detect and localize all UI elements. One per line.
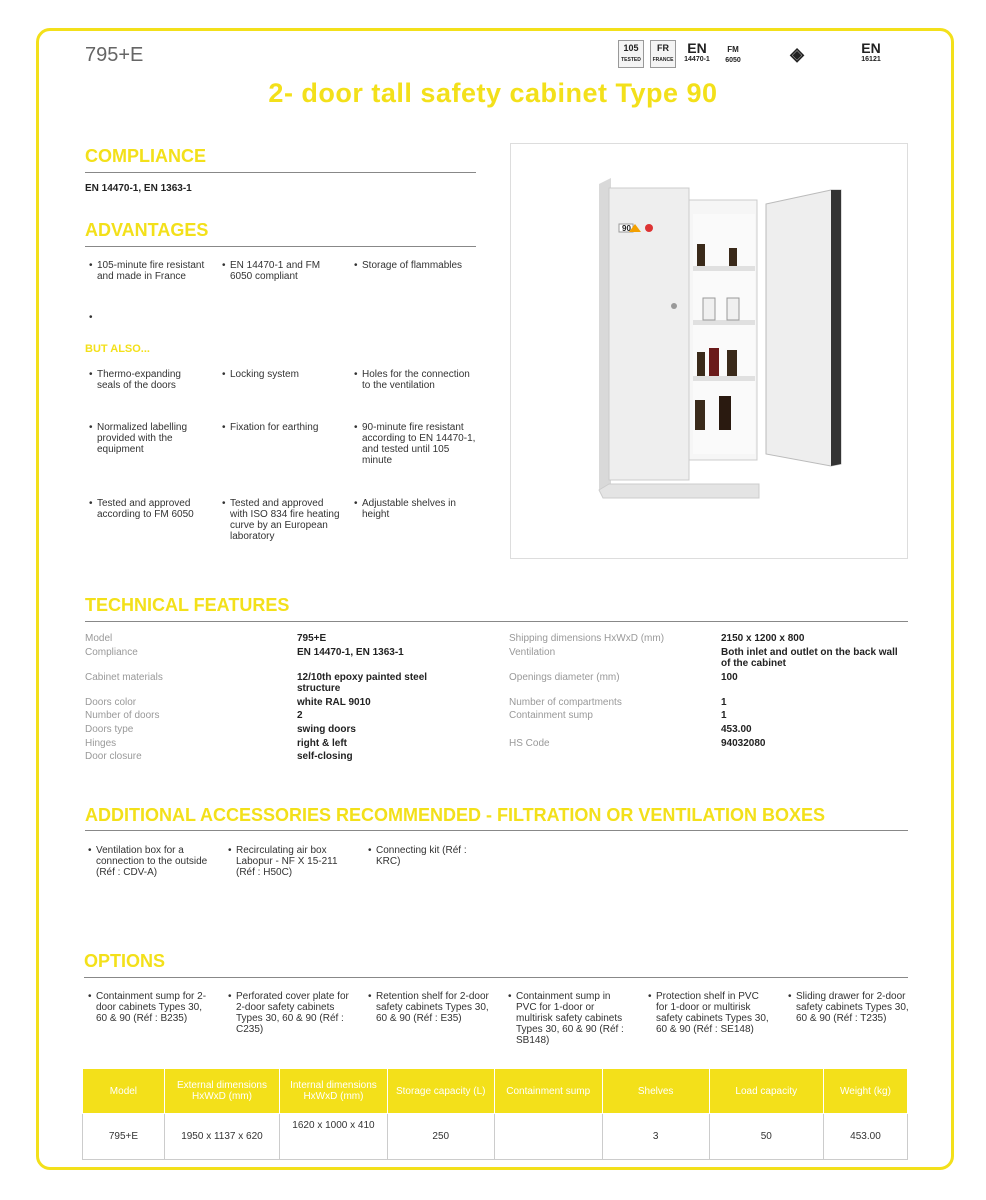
but-also-item: • Thermo-expanding seals of the doors (87, 369, 207, 391)
tech-label: Shipping dimensions HxWxD (mm) (509, 633, 665, 644)
option-item: • Containment sump in PVC for 1-door or multirisk safety cabinets Types 30, 60 & 90 (Réf : SB148) (506, 991, 631, 1046)
but-also-item: • Adjustable shelves in height (352, 498, 477, 520)
options-rule (84, 977, 908, 978)
tech-value: 2150 x 1200 x 800 (721, 633, 805, 644)
tech-value: 1 (721, 697, 727, 708)
product-photo (510, 143, 908, 559)
tech-label: Compliance (85, 647, 138, 658)
fire-105-badge: 105 TESTED (618, 40, 644, 68)
tech-value: 1 (721, 710, 727, 721)
compliance-text: EN 14470-1, EN 1363-1 (85, 183, 192, 194)
table-cell: 1620 x 1000 x 410 (280, 1114, 388, 1160)
advantage-item: • EN 14470-1 and FM 6050 compliant (220, 260, 335, 282)
table-cell: 453.00 (823, 1114, 907, 1160)
but-also-item: • Holes for the connection to the ventilation (352, 369, 477, 391)
tech-label: Door closure (85, 751, 142, 762)
but-also-item: • Locking system (220, 369, 335, 380)
option-item: • Protection shelf in PVC for 1-door or multirisk safety cabinets Types 30, 60 & 90 (Réf : SE148) (646, 991, 771, 1035)
tech-label: Openings diameter (mm) (509, 672, 620, 683)
accessory-item: • Ventilation box for a connection to the outside (Réf : CDV-A) (86, 845, 211, 878)
option-item: • Retention shelf for 2-door safety cabinets Types 30, 60 & 90 (Réf : E35) (366, 991, 491, 1024)
tech-label: Doors type (85, 724, 134, 735)
advantages-heading: ADVANTAGES (85, 220, 209, 240)
but-also-item: • Fixation for earthing (220, 422, 335, 433)
col-header: Model (83, 1069, 165, 1114)
advantages-rule (85, 246, 476, 247)
tech-label: Number of doors (85, 710, 160, 721)
product-reference: 795+E (85, 44, 144, 66)
tech-label: Containment sump (509, 710, 593, 721)
table-cell: 1950 x 1137 x 620 (164, 1114, 279, 1160)
tech-label: Ventilation (509, 647, 556, 658)
fire-rating-label: 90 (622, 224, 631, 233)
certification-badges (618, 40, 886, 68)
option-item: • Perforated cover plate for 2-door safety cabinets Types 30, 60 & 90 (Réf : C235) (226, 991, 351, 1035)
compliance-heading: COMPLIANCE (85, 146, 206, 166)
tech-value: 100 (721, 672, 738, 683)
tech-value: 2 (297, 710, 303, 721)
technical-heading: TECHNICAL FEATURES (85, 595, 290, 615)
col-header: Weight (kg) (823, 1069, 907, 1114)
technical-rule (85, 621, 908, 622)
accessory-item: • Connecting kit (Réf : KRC) (366, 845, 486, 867)
tech-value: right & left (297, 738, 347, 749)
flammable-diamond-icon: ◈ (790, 44, 804, 64)
tech-value: Both inlet and outlet on the back wall of the cabinet (721, 647, 898, 669)
col-header: Internal dimensions HxWxD (mm) (280, 1069, 388, 1114)
advantage-item: • 105-minute fire resistant and made in France (87, 260, 207, 282)
col-header: Load capacity (709, 1069, 823, 1114)
tech-value: swing doors (297, 724, 356, 735)
fm-6050-badge: FM 6050 (725, 45, 741, 64)
specification-table (82, 1068, 908, 1160)
option-item: • Sliding drawer for 2-door safety cabinets Types 30, 60 & 90 (Réf : T235) (786, 991, 911, 1024)
but-also-item: • Tested and approved with ISO 834 fire heating curve by an European laboratory (220, 498, 340, 542)
table-header-row (83, 1069, 908, 1114)
tech-value: 795+E (297, 633, 327, 644)
tech-label: Doors color (85, 697, 137, 708)
col-header: Containment sump (494, 1069, 602, 1114)
but-also-item: • 90-minute fire resistant according to EN 14470-1, and tested until 105 minute (352, 422, 477, 466)
made-in-france-badge: FR FRANCE (650, 40, 676, 68)
tech-label: Number of compartments (509, 697, 622, 708)
table-cell: 795+E (83, 1114, 165, 1160)
options-heading: OPTIONS (84, 951, 166, 971)
tech-value: 12/10th epoxy painted steel structure (297, 672, 428, 694)
compliance-rule (85, 172, 476, 173)
tech-value: EN 14470-1, EN 1363-1 (297, 647, 404, 658)
en-14470-badge: EN 14470-1 (684, 40, 710, 63)
tech-value: 453.00 (721, 724, 752, 735)
tech-label: Hinges (85, 738, 117, 749)
table-row (83, 1114, 908, 1160)
col-header: External dimensions HxWxD (mm) (164, 1069, 279, 1114)
accessory-item: • Recirculating air box Labopur - NF X 15-211 (Réf : H50C) (226, 845, 351, 878)
option-item: • Containment sump for 2- door cabinets Types 30, 60 & 90 (Réf : B235) (86, 991, 211, 1024)
table-cell: 50 (709, 1114, 823, 1160)
tech-value: self-closing (297, 751, 353, 762)
but-also-heading: BUT ALSO... (85, 343, 150, 355)
tech-label: Cabinet materials (85, 672, 163, 683)
col-header: Storage capacity (L) (387, 1069, 494, 1114)
tech-value: 94032080 (721, 738, 766, 749)
tech-label: Model (85, 633, 113, 644)
table-cell: 3 (602, 1114, 709, 1160)
accessories-rule (85, 830, 908, 831)
but-also-item: • Tested and approved according to FM 6050 (87, 498, 212, 520)
tech-value: white RAL 9010 (297, 697, 371, 708)
tech-label: HS Code (509, 738, 550, 749)
col-header: Shelves (602, 1069, 709, 1114)
table-cell (494, 1114, 602, 1160)
advantage-item: • Storage of flammables (352, 260, 477, 271)
page-title: 2- door tall safety cabinet Type 90 (268, 78, 718, 108)
cabinet-illustration (511, 144, 907, 558)
table-cell: 250 (387, 1114, 494, 1160)
en-16121-badge: EN 16121 (861, 40, 881, 63)
but-also-item: • Normalized labelling provided with the equipment (87, 422, 207, 455)
accessories-heading: ADDITIONAL ACCESSORIES RECOMMENDED - FILTRATION OR VENTILATION BOXES (85, 805, 826, 825)
